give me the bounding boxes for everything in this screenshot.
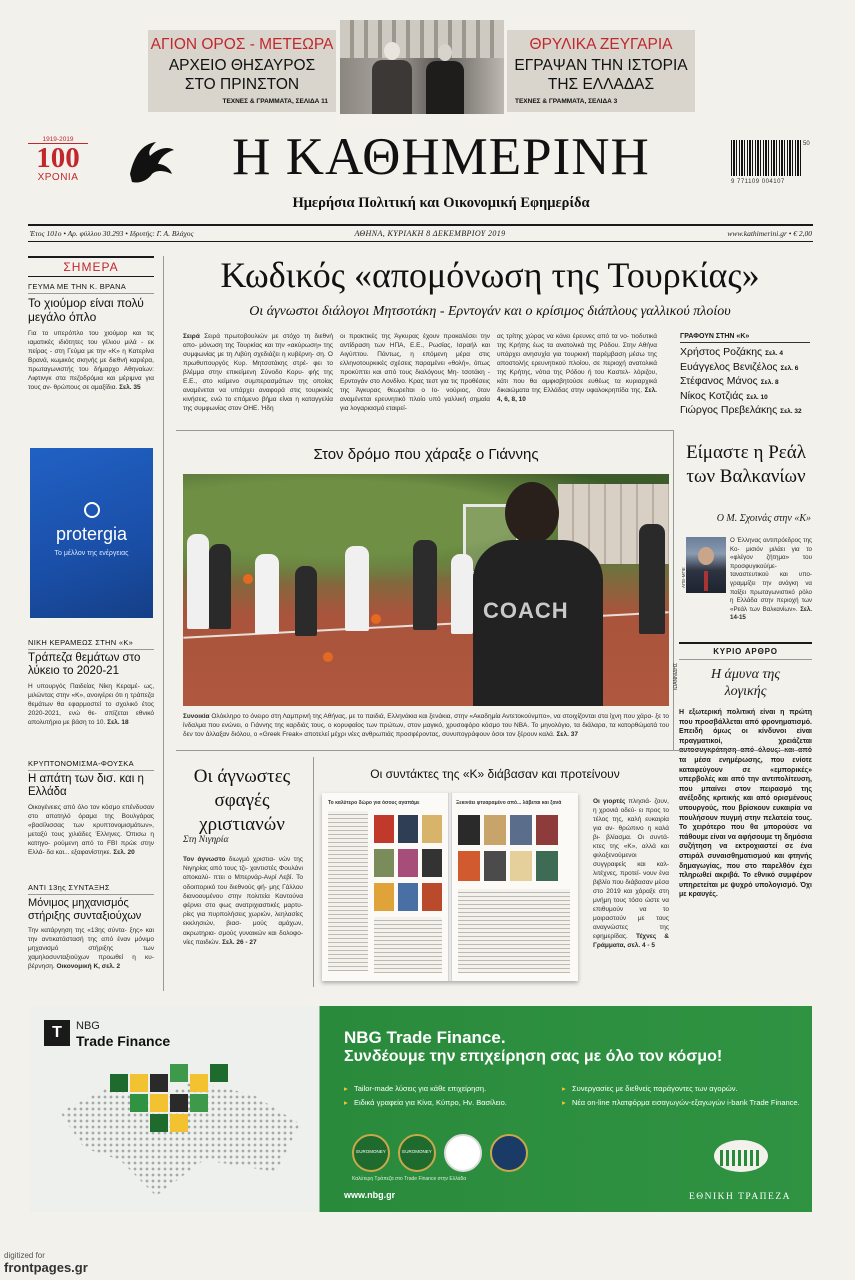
masthead-logo-icon bbox=[124, 134, 178, 188]
story3-body: Οικογένειες από όλο τον κόσμο επένδυσαν στο απατηλό όραμα της Βουλγάρας «βασίλισσας των κρυπτονομισμάτων», μεταξύ τους χιλιάδες Έλληνες. Όπισω η κατηγο- ρούμενη από το FBI πρώε στην Ελλά- δα και... εξαφανίστηκε. bbox=[28, 804, 154, 856]
teaser-photo bbox=[340, 20, 504, 114]
nbg-bullets-left bbox=[344, 1084, 554, 1112]
writer-page: Σελ. 32 bbox=[780, 408, 802, 415]
real-balkans-title[interactable]: Είμαστε η Ρεάλ των Βαλκανίων bbox=[686, 442, 806, 487]
sidebar-story-education[interactable] bbox=[28, 638, 154, 727]
photo-caption-lead: Συνοικία bbox=[183, 713, 210, 720]
cubes-graphic bbox=[110, 1064, 230, 1144]
teaser-left[interactable] bbox=[148, 30, 336, 112]
writer-name: Γιώργος Πρεβελάκης bbox=[680, 404, 778, 416]
writer-page: Σελ. 6 bbox=[780, 364, 799, 372]
basketball-photo bbox=[183, 474, 669, 706]
teaser-left-title3: ΣΤΟ ΠΡΙΝΣΤΟΝ bbox=[184, 76, 300, 93]
writer-page: Σελ. 8 bbox=[760, 379, 779, 386]
story1-kicker: ΓΕΥΜΑ ΜΕ ΤΗΝ Κ. ΒΡΑΝΑ bbox=[28, 282, 127, 291]
teaser-right-title2: ΕΓΡΑΨΑΝ ΤΗΝ ΙΣΤΟΡΙΑ bbox=[514, 57, 688, 74]
nigeria-title[interactable]: Οι άγνωστες σφαγές χριστιανών bbox=[193, 766, 291, 835]
real-balkans-text: Ο Έλληνας αντιπρόεδρος της Κο- μισιόν μιλάει για το «φλέγον ζήτημα» του προσφυγικού/με- ταναστευτικού και υπο- γραμμίζει την ανάγκη να παίξει πρωταγωνιστικό ρόλο η Ελλάδα στην περιοχή των «Ρεάλ των Βαλκανίων». bbox=[730, 537, 812, 613]
photo-story-title[interactable]: Στον δρόμο που χάραξε ο Γιάννης bbox=[313, 446, 539, 463]
sidebar bbox=[28, 256, 154, 991]
anniversary-xronia: ΧΡΟΝΙΑ bbox=[37, 172, 79, 183]
story4-body: Την κατάργηση της «13ης σύντα- ξης» και την αντικατάστασή της από έναν μόνιμο μηχανισμό στήριξης των χαμηλοσυνταξιούχων προωθεί η κυ- βέρνηση. bbox=[28, 927, 154, 970]
schinas-photo bbox=[686, 537, 726, 593]
masthead-subtitle: Ημερήσια Πολιτική και Οικονομική Εφημερίδα bbox=[292, 195, 590, 211]
story3-kicker: ΚΡΥΠΤΟΝΟΜΙΣΜΑ-ΦΟΥΣΚΑ bbox=[28, 759, 134, 768]
writer-name: Στέφανος Μάνος bbox=[680, 375, 758, 387]
award-badge-3 bbox=[444, 1134, 482, 1172]
story1-ref: Σελ. 35 bbox=[119, 384, 141, 391]
nbg-ad[interactable] bbox=[30, 1006, 812, 1212]
story3-ref: Σελ. 20 bbox=[113, 849, 135, 856]
lead-col3-text: ας τρίτης χώρας να κάνει έρευνες από τα νο- τιοδυτικά της Κρήτης έως τα ανατολικά της Ρόδου. Στην Αθήνα υπάρχει ανησυχία για τουρκική παρέμβαση μέσω της αποστολής ερευνητικού πλοίου, σε περιοχή ανατολικά της Κρήτης, νότια της Ρόδου ή του Καστελ- λόριζου, κάτι που θα αμφισβητούσε ευθέως τα κυριαρχικά δικαιώματα της Ελλάδας στην υφαλοκρηπίδα της. bbox=[497, 333, 657, 394]
story4-kicker: ΑΝΤΙ 13ης ΣΥΝΤΑΞΗΣ bbox=[28, 883, 110, 892]
award-badge-4 bbox=[490, 1134, 528, 1172]
nbg-url[interactable]: www.nbg.gr bbox=[344, 1190, 396, 1200]
nigeria-byline: Στη Νιγηρία bbox=[183, 835, 229, 845]
nbg-bullet bbox=[344, 1084, 554, 1094]
nbg-subhead: Συνδέουμε την επιχείρηση σας με όλο τον κόσμο! bbox=[344, 1048, 723, 1065]
anniversary-years: 1919-2019 bbox=[28, 136, 88, 144]
nigeria-ref: Σελ. 26 - 27 bbox=[222, 938, 257, 946]
mag-right-header: Ξεκινάει φτυαραμένο από... λάβεται και ξανά bbox=[456, 800, 562, 806]
nbg-bullet-text: Νέα on-line πλατφόρμα εισαγωγών-εξαγωγών i-bank Trade Finance. bbox=[572, 1098, 800, 1107]
teaser-right[interactable] bbox=[507, 30, 695, 112]
nbg-awards-caption: Καλύτερη Τράπεζα στο Trade Finance στην Ελλάδα bbox=[352, 1176, 467, 1182]
writer-name: Χρήστος Ροζάκης bbox=[680, 346, 763, 358]
writers-label: ΓΡΑΦΟΥΝ ΣΤΗΝ «Κ» bbox=[680, 333, 810, 343]
barcode-issue: 50 bbox=[803, 141, 810, 147]
real-balkans-ref: Σελ. 14-15 bbox=[730, 605, 812, 622]
euromoney-badge-1 bbox=[352, 1134, 390, 1172]
nbg-bullets-right bbox=[562, 1084, 802, 1112]
badge1-text: EUROMONEY bbox=[356, 1149, 386, 1154]
nbg-brand-line1: NBG bbox=[76, 1020, 100, 1032]
nbg-logo-icon: T bbox=[44, 1020, 70, 1046]
euromoney-badge-2 bbox=[398, 1134, 436, 1172]
protergia-logo-icon bbox=[84, 502, 100, 518]
teaser-right-section: ΤΕΧΝΕΣ & ΓΡΑΜΜΑΤΑ, ΣΕΛΙΔΑ 3 bbox=[515, 98, 618, 105]
editorial-body: Η εξωτερική πολιτική είναι η πρώτη που προσβάλλεται από φρονηματισμό. Επειδή όμως οι κίνδυνοι είναι πραγματικοί, χρειάζεται τα μέσα ενημέρωσης, που ενίοτε καταφεύγουν σε «εμπορικές» υπερβολές και από την αντιπολίτευση, που μπαίνει στον πειρασμό της ανέξοδης κριτικής και από ορισμένους υπουργούς, που βρίσκουν ευκαιρία να πουλήσουν πυγμή στην πελατεία τους. Το χειρότερο που θα μπορούσε να πάθουμε είναι να αφήσουμε τη δημόσια συζήτηση να εκτροχιαστεί σε ένα σπιράλ συναισθηματισμού και φτηνής δημαγωγίας, που στο παρελθόν έχει πληρωθεί ακριβά. Το εθνικό συμφέρον υπηρετείται με ψυχρό υπολογισμό. Όχι με κραυγές. bbox=[679, 709, 812, 899]
teaser-right-title1: ΘΡΥΛΙΚΑ ΖΕΥΓΑΡΙΑ bbox=[529, 36, 673, 53]
writer-name: Ευάγγελος Βενιζέλος bbox=[680, 360, 778, 373]
badge2-text: EUROMONEY bbox=[402, 1149, 432, 1154]
story2-kicker: ΝΙΚΗ ΚΕΡΑΜΕΩΣ ΣΤΗΝ «Κ» bbox=[28, 638, 134, 647]
nbg-bullet-text: Ειδικά γραφεία για Κίνα, Κύπρο, Ην. Βασίλειο. bbox=[354, 1098, 507, 1107]
nigeria-text: διωγμό χριστια- νών της Νιγηρίας από τους τζι- χαντιστές Φουλάνι αποκαλύ- πτει ο Μπερνάρ-Ανρί Λεβί. Το οδοιπορικό του διεθνούς φή- μης Γάλλου διανοουμένου στην πολιτεία Καντούνα φέρνει στο φως ανατριχιαστικές μαρτυ- ρίες για πυρπολήσεις χωριών, λεηλασίες εκκλησιών, βιασ- μούς αμάχων, ακρωτηρια- σμούς γυναικών και δολοφο- νίες παιδιών. bbox=[183, 856, 303, 946]
story1-body: Για το υπερόπλο του χιούμορ και τις ιαματικές ιδιότητες του γέλιου μιλά - εκ πείρας - στη Γεύμα με την «Κ» η Κατερίνα Βρανά, κωμικός σκηνής με διεθνή καριέρα, πρωταγωνιστής του δήμαρχο Αθηναίων: Λιφτινγκ στα πεζοδρόμια και μέριμνα για τους αν- θρώπους σε αμαξίδια. bbox=[28, 330, 154, 391]
nbg-logo bbox=[44, 1020, 194, 1054]
nbg-bullet-text: Tailor-made λύσεις για κάθε επιχείρηση. bbox=[354, 1084, 487, 1093]
writers-list bbox=[680, 346, 810, 419]
writer-row[interactable] bbox=[680, 375, 810, 390]
real-balkans-byline: Ο Μ. Σχοινάς στην «Κ» bbox=[716, 513, 811, 524]
nbg-bullet bbox=[562, 1084, 802, 1094]
nbg-bank-logo-icon bbox=[706, 1136, 776, 1186]
lead-col2: οι πρακτικές της Άγκυρας έχουν προκαλέσει την αντίδραση των ΗΠΑ, Ε.Ε., Ρωσίας, Ισραήλ και Αιγύπτου. Πάντως, η επόμενη μέρα στις ελληνοτουρκικές σχέσεις παραμένει «θολή», όπως προκύπτει και από τους διαλόγους Μη- τσοτάκη - Ερντογάν στο Λονδίνο. Κρας τεστ για τις προθέσεις της Άγκυρας θεωρείται ο Ιο- νούριος, όταν αναμένεται ερευνητικό πλοίο υπό γαλλική σημαία για λογαριασμό εταιρεί- bbox=[340, 333, 490, 412]
story4-ref: Οικονομική Κ, σελ. 2 bbox=[56, 963, 121, 970]
sidebar-story-crypto[interactable] bbox=[28, 759, 154, 857]
infobar-left: Έτος 101ο • Αρ. φύλλου 30.293 • Ιδρυτής: Γ. Α. Βλάχος bbox=[30, 229, 194, 238]
bullet-arrow-icon: ▸ bbox=[344, 1084, 348, 1093]
lead-deck: Οι άγνωστοι διάλογοι Μητσοτάκη - Ερντογάν και ο κρίσιμος διάπλους γαλλικού πλοίου bbox=[249, 304, 731, 319]
writer-row[interactable] bbox=[680, 346, 810, 361]
sidebar-simera-label: ΣΗΜΕΡΑ bbox=[63, 260, 119, 274]
infobar-date: ΑΘΗΝΑ, ΚΥΡΙΑΚΗ 8 ΔΕΚΕΜΒΡΙΟΥ 2019 bbox=[354, 229, 506, 238]
lead-col3 bbox=[497, 332, 657, 404]
sidebar-story-interview[interactable] bbox=[28, 282, 154, 392]
books-side-lead: Οι γιορτές bbox=[593, 798, 626, 805]
bullet-arrow-icon: ▸ bbox=[344, 1098, 348, 1107]
photo-caption bbox=[183, 712, 669, 739]
teaser-left-title1: ΑΓΙΟΝ ΟΡΟΣ - ΜΕΤΕΩΡΑ bbox=[150, 36, 334, 53]
editorial-kicker: ΚΥΡΙΟ ΑΡΘΡΟ bbox=[713, 647, 778, 656]
story2-title: Τράπεζα θεμάτων στο λύκειο το 2020-21 bbox=[28, 652, 141, 677]
photo-caption-ref: Σελ. 37 bbox=[556, 731, 578, 738]
coach-label: COACH bbox=[483, 598, 569, 623]
books-side-text: πλησιά- ζουν, η χρονιά οδεύ- ει προς το τέλος της, καλή ευκαιρία για αν- θρώπινο η καλά βι- βλίασμα. Οι συντά- κτες της «Κ», αλλά και φιλοξενούμενοι συγγραφείς και καλ- λιτέχνες, προτεί- νουν ένα βιβλίο που διάβασαν μέσα στο 2019 και χάραξε στη μνήμη τους τόσο ώστε να επιθυμούν να το μοιραστούν με τους αναγνώστες της εφημερίδας. bbox=[593, 798, 669, 940]
editorial-box[interactable] bbox=[679, 642, 812, 987]
writer-row[interactable] bbox=[680, 361, 810, 376]
footer-line1: digitized for bbox=[4, 1251, 45, 1260]
barcode-number: 9 771109 004107 bbox=[731, 179, 785, 185]
barcode bbox=[731, 140, 815, 190]
story2-ref: Σελ. 18 bbox=[107, 719, 129, 726]
nbg-brand-line2: Trade Finance bbox=[76, 1033, 171, 1049]
schinas-photo-credit: ΑΠΕ-ΜΠΕ bbox=[681, 567, 686, 588]
footer-line2[interactable]: frontpages.gr bbox=[4, 1260, 88, 1275]
lead-col1-text: Σειρά πρωτοβουλιών με στόχο τη διεθνή απο- μόνωση της Τουρκίας και την «ακύρωση» της συμφωνίας με τη Λιβύη σχεδιάζει η κυβέρνη- ση. Ο πρωθυπουργός Κυρ. Μητσοτάκης στρέ- φει το βλέμμα στην επικείμενη Σύνοδο Κορυ- φής της Ε.Ε., στο κείμενο συμπερασμάτων της οποίας αναμένεται να υπάρχει αναφορά στις τουρκικές κινήσεις, ενώ το επόμενο βήμα είναι η καταγγελία της συμφωνίας στον ΟΗΕ. Ήδη bbox=[183, 333, 333, 412]
lead-col1: Σειρά Σειρά πρωτοβουλιών με στόχο τη διεθνή απο- μόνωση της Τουρκίας και την «ακύρωση» της συμφωνίας με τη Λιβύη σχεδιάζει η κυβέρνη- ση. Ο πρωθυπουργός Κυρ. Μητσοτάκης στρέ- φει το βλέμμα στην επικείμενη Σύνοδο Κορυ- φής της Ε.Ε., στο κείμενο συμπερασμάτων της οποίας αναμένεται να υπάρχει αναφορά στις τουρκικές κινήσεις, ενώ το επόμενο βήμα είναι η καταγγελία της συμφωνίας στον ΟΗΕ. Ήδη bbox=[183, 333, 333, 412]
real-balkans-body bbox=[730, 537, 812, 623]
lead-headline[interactable]: Κωδικός «απομόνωση της Τουρκίας» bbox=[220, 255, 760, 295]
nbg-bullet-text: Συνεργασίες με διεθνείς παράγοντες των αγορών. bbox=[572, 1084, 738, 1093]
photo-caption-text: Ολόκληρο το όνειρο στη Λαμπρινή της Αθήνας, με το παιδιά, Ελληνάκια και ξενάκια, στην «Ακαδημία Αντετοκούνμπο», να στοιχίζονται στα ίχνη που χάρα- ξε το ίνδαλμα που ενώνει, ο Γιάννης της καρδιάς τους, ο κορυφαίος των πρώτων, στον μαγικό, χρυσοφόρο κόσμο του ΝΒΑ. Το μηνολόγιο, τα διάλαρα, τα κατορθώματά του δεν τον άλλαξαν διόλου, ο «Greek Freak» αποτελεί μέχρι νέες ανθρωπιάς προσφέροντας, συνυπογράφουν όσοι τον ξέρουν καλά. bbox=[183, 713, 669, 738]
nigeria-body bbox=[183, 855, 303, 947]
nigeria-lead: Τον άγνωστο bbox=[183, 856, 226, 863]
photo-credit: ΙΩΑΝΝΙΔΗΣ bbox=[673, 662, 679, 690]
story4-title: Μόνιμος μηχανισμός στήριξης συνταξιούχων bbox=[28, 897, 142, 922]
protergia-brand: protergia bbox=[55, 524, 128, 544]
protergia-tagline: Το μέλλον της ενέργειας bbox=[54, 550, 129, 557]
infobar-right: www.kathimerini.gr • € 2,00 bbox=[727, 229, 812, 238]
masthead-title: Η ΚΑΘΗΜΕΡΙΝΗ bbox=[232, 128, 650, 186]
writer-row[interactable] bbox=[680, 390, 810, 405]
teaser-left-title2: ΑΡΧΕΙΟ ΘΗΣΑΥΡΟΣ bbox=[168, 57, 316, 74]
lead-col3-ref: Σελ. 4, 6, 8, 10 bbox=[497, 387, 657, 403]
bullet-arrow-icon: ▸ bbox=[562, 1084, 566, 1093]
protergia-ad[interactable] bbox=[30, 448, 153, 618]
anniversary-badge bbox=[28, 136, 88, 184]
nbg-bullet bbox=[344, 1098, 554, 1108]
mag-left-header: Το καλύτερο δώρο για όσους αγαπάμε bbox=[328, 800, 420, 806]
anniversary-hundred: 100 bbox=[36, 142, 80, 174]
story3-title: Η απάτη των δισ. και η Ελλάδα bbox=[28, 773, 144, 798]
books-magazine bbox=[322, 793, 578, 981]
books-title[interactable]: Οι συντάκτες της «Κ» διάβασαν και προτείνουν bbox=[370, 767, 620, 781]
nbg-bullet bbox=[562, 1098, 802, 1108]
writer-page: Σελ. 4 bbox=[765, 350, 783, 357]
writer-row[interactable] bbox=[680, 404, 810, 419]
books-side-ref: Τέχνες & Γράμματα, σελ. 4 - 5 bbox=[593, 933, 670, 949]
sidebar-story-pensions[interactable] bbox=[28, 883, 154, 971]
writer-page: Σελ. 10 bbox=[746, 393, 768, 401]
teaser-right-title3: ΤΗΣ ΕΛΛΑΔΑΣ bbox=[547, 76, 655, 93]
nbg-bank-name: ΕΘΝΙΚΗ ΤΡΑΠΕΖΑ bbox=[688, 1192, 792, 1202]
story2-body: Η υπουργός Παιδείας Νίκη Κεραμέ- ως, μιλώντας στην «Κ», ανοιγέρει ότι η τράπεζα θεμάτων θα εφαρμοστεί το σχολικό έτος 2020-2021, ενώ θε- σπίζεται εθνικό απολυτήριο με βάση το 10. bbox=[28, 683, 154, 726]
teaser-left-section: ΤΕΧΝΕΣ & ΓΡΑΜΜΑΤΑ, ΣΕΛΙΔΑ 11 bbox=[222, 98, 328, 105]
writers-box bbox=[680, 333, 810, 419]
nbg-headline: NBG Trade Finance. bbox=[344, 1028, 506, 1047]
story1-title: Το χιούμορ είναι πολύ μεγάλο όπλο bbox=[28, 296, 144, 324]
bullet-arrow-icon: ▸ bbox=[562, 1098, 566, 1107]
writer-name: Νίκος Κοτζιάς bbox=[680, 389, 744, 402]
books-side bbox=[593, 797, 669, 950]
editorial-title: Η άμυνα της λογικής bbox=[710, 667, 781, 699]
